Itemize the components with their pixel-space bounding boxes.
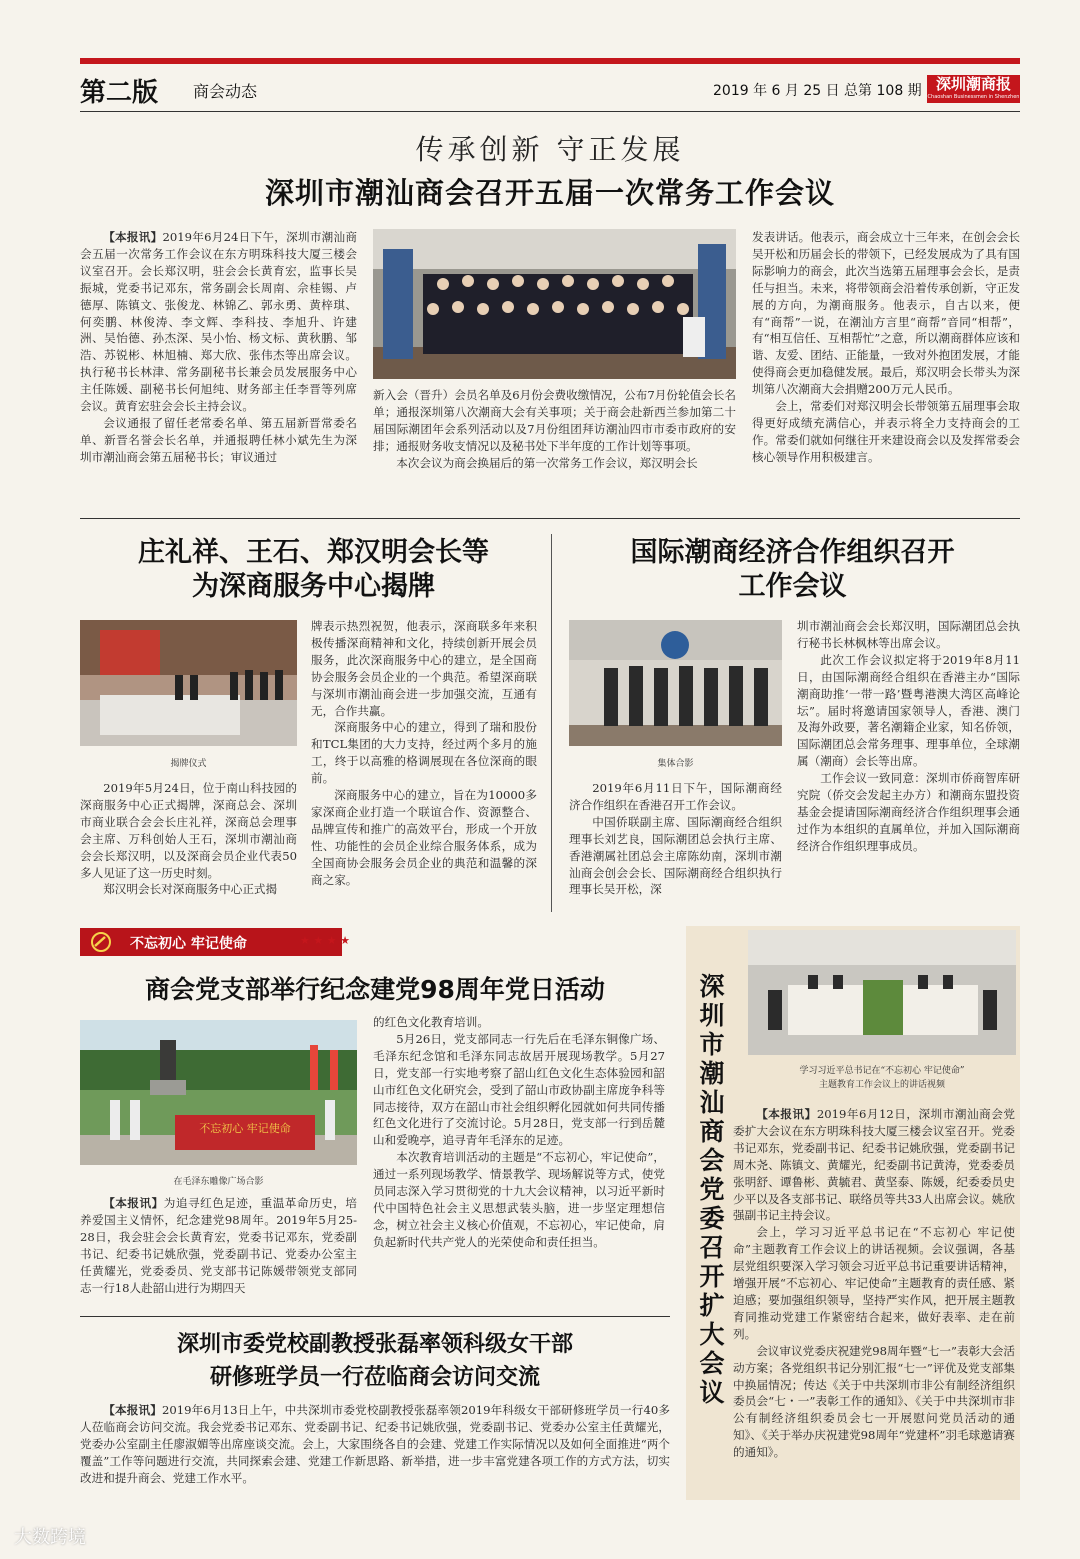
article4-headline: 商会党支部举行纪念建党98周年党日活动 [145,975,605,1004]
article4-photo [80,1020,357,1165]
article3-para3: 圳市潮汕商会会长郑汉明，国际潮团总会执行秘书长林枫林等出席会议。 [797,619,1020,650]
article1-para1: 2019年6月24日下午，深圳市潮汕商会五届一次常务工作会议在东方明珠科技大厦三楼会议室召开。会长郑汉明，驻会会长黄育宏，监事长吴振城，党委书记邓东，常务副会长周南、佘桂锡、卢德厚、陈镇文、张俊龙、林锦乙、郭永勇、黄梓琪、何奕鹏、林俊涛、李文辉、李科技、李旭升、许建洲、吴怡德、孙杰深、吴小怡、杨文标、黄秋鹏、邹浩、苏锐彬、林旭楠、郑大欣、张伟杰等出席会议。执行秘书长林津、常务副秘书长兼会员发展服务中心主任陈媛、副秘书长何旭纯、财务部主任李晋等列席会议。黄育宏驻会会长主持会议。 [80,230,357,414]
article1-tag: 【本报讯】 [103,230,163,244]
article1-para5: 发表讲话。他表示，商会成立十三年来，在创会会长吴开松和历届会长的带领下，已经发展成为了具有国际影响力的商会，此次当选第五届理事会会长，是责任与担当。未来，将带领商会沿着传承创新，守正发展的方向，为潮商服务。他表示，自古以来，便有“商帮”一说，在潮汕方言里“商帮”音同“相帮”，有“相互信任、互相帮忙”之意，所以潮商群体应该和谐、友爱、团结、正能量，一致对外抱团发展，才能使得商会更加稳健发展。最后，郑汉明会长带头为深圳第八次潮商大会捐赠200万元人民币。 [752,230,1020,397]
article6-caption-line2: 主题教育工作会议上的讲话视频 [818,1080,945,1090]
article6-para1: 2019年6月12日，深圳市潮汕商会党委扩大会议在东方明珠科技大厦三楼会议室召开。党委书记邓东，党委副书记、纪委书记姚欣强，党委副书记周木尧、陈镇文、黄耀光，纪委副书记黄涛，党委委员张明舒、谭鲁彬、黄毓君、黄坚泰、陈媛，纪委委员史少平以及各支部书记、联络员等共33人出席会议。姚欣强副书记主持会议。 [733,1107,1015,1223]
article3-caption: 集体合影 [657,759,694,769]
article5-para1: 2019年6月13日上午，中共深圳市委党校副教授张磊率领2019年科级女干部研修班学员一行40多人莅临商会访问交流。我会党委书记邓东、党委副书记、纪委书记姚欣强，党委副书记、党委办公室主任黄耀光，党委办公室副主任廖淑媚等出席座谈交流。会上，大家围绕各自的会建、党建工作实际情况以及如何全面推进“两个覆盖”工作等问题进行交流，共同探索会建、党建工作新思路、新举措，进一步丰富党建各项工作的方式方法，切实改进和提升商会、党建工作水平。 [80,1403,670,1485]
article1-para2: 会议通报了留任老常委名单、第五届新晋常委名单、新晋名誉会长名单，并通报聘任林小斌先生为深圳市潮汕商会第五届秘书长；审议通过 [80,415,357,464]
edition-label: 第二版 [80,78,159,108]
section-label: 商会动态 [193,82,258,101]
article1-kicker: 传承创新 守正发展 [415,133,685,166]
article1-para3: 新入会（晋升）会员名单及6月份会费收缴情况，公布7月份轮值会长名单；通报深圳第八次潮商大会有关事项；关于商会赴新西兰参加第二十届国际潮团年会系列活动以及7月份组团拜访潮汕四市市委市政府的安排；通报财务收支情况以及秘书处下半年度的工作计划等事项。 [373,388,736,453]
article5-headline-line1: 深圳市委党校副教授张磊率领科级女干部 [176,1332,573,1357]
divider-2 [80,1316,670,1317]
article4-tag: 【本报讯】 [103,1196,164,1210]
article4-para1: 为追寻红色足迹，重温革命历史，培养爱国主义情怀，纪念建党98周年。2019年5月25-28日，我会驻会会长黄育宏，党委书记邓东，党委副书记、纪委书记姚欣强，党委副书记、党委办公室主任黄耀光，党委委员、党支部书记陈媛带领党支部同志一行18人赴韶山进行为期四天 [80,1196,357,1295]
article3-para1: 2019年6月11日下午，国际潮商经济合作组织在香港召开工作会议。 [569,781,782,812]
article4-col2 [373,1014,665,1251]
article3-headline [565,536,1020,604]
photo-banner-text: 不忘初心 牢记使命 [199,1122,291,1135]
column-rule [551,534,552,912]
header-divider [80,111,1020,112]
article1-col3 [752,229,1020,466]
article1-col1 [80,229,357,466]
article4-caption: 在毛泽东雕像广场合影 [173,1177,264,1187]
article6-caption-line1: 学习习近平总书记在“不忘初心 牢记使命” [799,1066,965,1076]
article3-headline-line1: 国际潮商经济合作组织召开 [630,537,955,568]
banner-stars: ★ ★ ★ ★ [300,934,350,947]
watermark-logo: 大数跨境 [14,1527,86,1548]
article3-photo [569,620,782,746]
article4-para2: 的红色文化教育培训。 [373,1015,489,1029]
article3-col1 [569,780,782,898]
article2-para3: 牌表示热烈祝贺，他表示，深商联多年来积极传播深商精神和文化，持续创新开展会员服务，此次深商服务中心的建立，是全国商协会服务会员企业的一个典范。希望深商联与深圳市潮汕商会进一步加强交流，互通有无，合作共赢。 [311,619,537,718]
article6-photo [748,930,1016,1055]
party-banner-text: 不忘初心 牢记使命 [130,936,247,952]
article2-headline-line1: 庄礼祥、王石、郑汉明会长等 [138,537,489,568]
article1-headline: 深圳市潮汕商会召开五届一次常务工作会议 [264,176,835,210]
article6-caption [748,1064,1016,1092]
article5-headline-line2: 研修班学员一行莅临商会访问交流 [209,1365,540,1390]
article1-para6: 会上，常委们对郑汉明会长带领第五届理事会取得更好成绩充满信心，并表示将全力支持商会的工作。常委们就如何继往开来建设商会以及发挥常委会核心领导作用积极建言。 [752,399,1020,464]
article2-photo [80,620,297,746]
article6-para3: 会议审议党委庆祝建党98周年暨“七一”表彰大会活动方案；各党组织书记分别汇报“七一”评优及党支部集中换届情况；传达《关于中共深圳市非公有制经济组织委员会“七・一”表彰工作的通知》、《关于中共深圳市非公有制经济组织委员会七一开展慰问党员活动的通知》、《关于举办庆祝建党98周年“党建杯”羽毛球邀请赛的通知》。 [733,1343,1015,1460]
article4-para4: 本次教育培训活动的主题是“不忘初心，牢记使命”，通过一系列现场教学、情景教学、现场解说等方式，使党员同志深入学习贯彻党的十九大会议精神，以习近平新时代中国特色社会主义思想武装头脑，进一步坚定理想信念，树立社会主义核心价值观，不忘初心，牢记使命，肩负起新时代共产党人的光荣使命和责任担当。 [373,1150,665,1249]
article1-col2 [373,387,736,472]
article4-para3: 5月26日，党支部同志一行先后在毛泽东铜像广场、毛泽东纪念馆和毛泽东同志故居开展现场教学。5月27日，党支部一行实地考察了韶山红色文化生态体验园和韶山市红色文化研究会，受到了韶山市政协副主席庞争科等同志接待，双方在韶山市社会组织孵化园就如何共同传播红色文化进行了交流讨论。5月28日，党支部一行到岳麓山和爱晚亭，追寻青年毛泽东的足迹。 [373,1031,665,1148]
article1-para4: 本次会议为商会换届后的第一次常务工作会议，郑汉明会长 [396,455,698,470]
masthead-logo [927,75,1020,103]
article6-tag: 【本报讯】 [756,1107,817,1121]
article3-para4: 此次工作会议拟定将于2019年8月11日，由国际潮商经合组织在香港主办“国际潮商助推‘一带一路’暨粤港澳大湾区高峰论坛”。届时将邀请国家领导人，香港、澳门及海外政要，著名潮籍企业家，知名侨领，国际潮团总会常务理事、理事单位，全球潮属（潮商）会长等出席。 [797,652,1020,769]
article1-group-photo [373,229,736,379]
divider-1 [80,518,1020,519]
article5-body [80,1402,670,1487]
article6-para2: 会上，学习习近平总书记在“不忘初心 牢记使命”主题教育工作会议上的讲话视频。会议强调，各基层党组织要深入学习领会习近平总书记重要讲话精神，增强开展“不忘初心、牢记使命”主题教育的责任感、紧迫感；要加强组织领导，坚持严实作风，把开展主题教育同推动党建工作紧密结合起来，做好表率、走在前列。 [733,1225,1015,1341]
issue-date: 2019 年 6 月 25 日 总第 108 期 [713,83,922,99]
article3-para5: 工作会议一致同意：深圳市侨商智库研究院（侨交会发起主办方）和潮商东盟投资基金会提请国际潮商经济合作组织理事会通过作为本组织的直属单位，并加入国际潮商经济合作组织理事成员。 [797,771,1020,853]
article2-para2: 郑汉明会长对深商服务中心正式揭 [103,882,278,897]
article6-vertical-headline: 深圳市潮汕商会党委召开扩大会议 [699,972,725,1407]
article3-para2: 中国侨联副主席、国际潮商经合组织理事长刘艺良，国际潮团总会执行主席、香港潮属社团总会主席陈幼南，深圳市潮汕商会创会会长、国际潮商经合组织执行理事长吴开松，深 [569,814,782,897]
article2-para1: 2019年5月24日，位于南山科技园的深商服务中心正式揭牌，深商总会、深圳市商业联合会会长庄礼祥，深商总会理事会主席、万科创始人王石，深圳市潮汕商会会长郑汉明，以及深商会员企业代表50多人见证了这一历史时刻。 [80,781,297,880]
top-red-rule [80,58,1020,64]
article6-body [733,1106,1015,1461]
article2-headline [80,536,547,604]
article2-col2 [311,618,537,889]
article5-headline [80,1328,670,1394]
article2-headline-line2: 为深商服务中心揭牌 [192,571,435,602]
party-emblem-icon [88,931,114,953]
masthead-title: 深圳潮商报 [935,75,1011,93]
article4-col1 [80,1195,357,1296]
article5-tag: 【本报讯】 [103,1403,162,1417]
article3-col2 [797,618,1020,855]
article2-col1 [80,780,297,898]
article3-headline-line2: 工作会议 [738,571,847,602]
article2-para4: 深商服务中心的建立，得到了瑞和股份和TCL集团的大力支持，经过两个多月的施工，终于以高雅的格调展现在各位深商的眼前。 [311,720,537,786]
article2-para5: 深商服务中心的建立，旨在为10000多家深商企业打造一个联谊合作、资源整合、品牌宣传和推广的高效平台，形成一个开放性、功能性的会员企业综合服务体系，成为全国商协会服务会员企业的典范和温馨的深商之家。 [311,788,537,887]
masthead-subtitle: Chaoshan Businessmen in Shenzhen [927,94,1020,100]
article2-caption: 揭牌仪式 [170,759,207,769]
